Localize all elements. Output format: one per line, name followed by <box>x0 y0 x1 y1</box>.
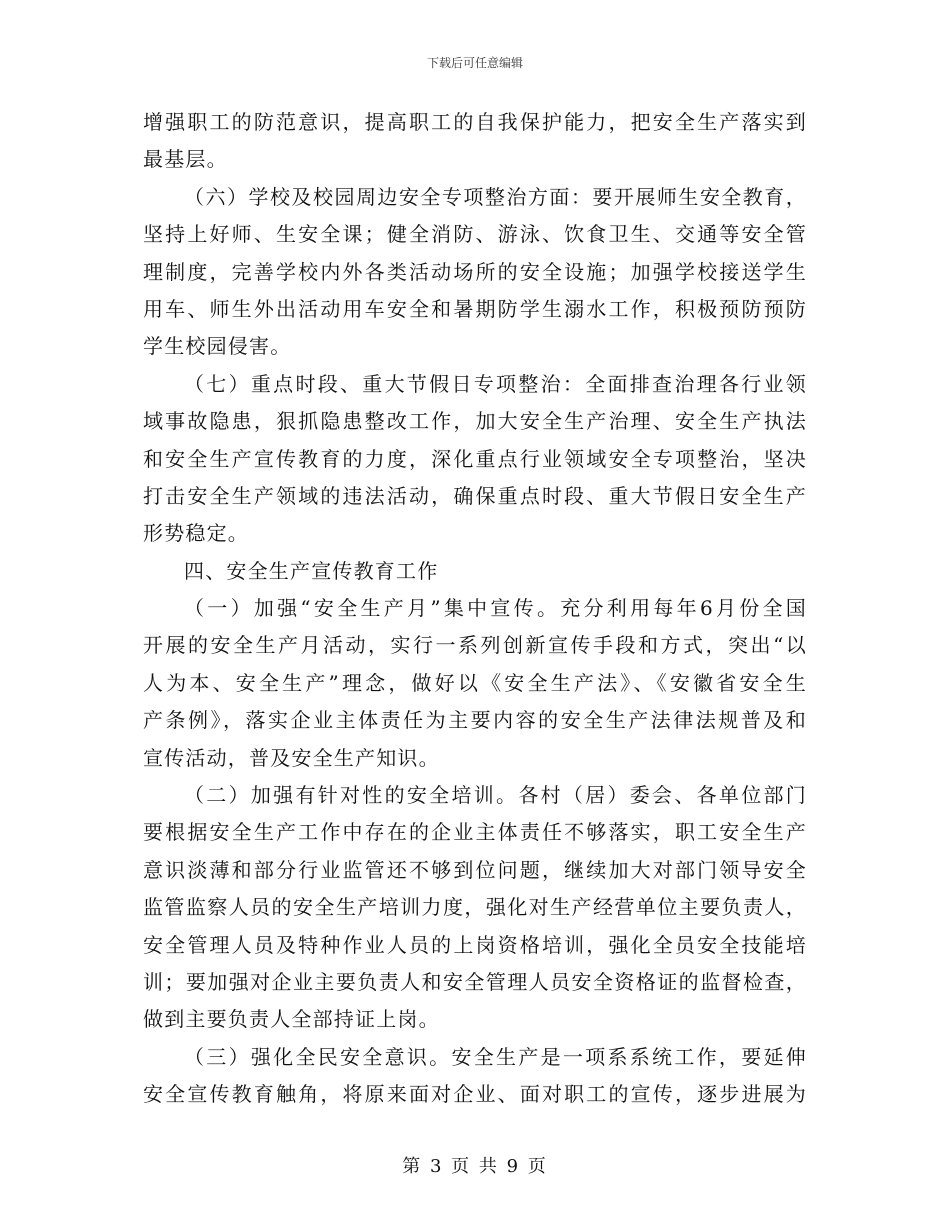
text-line: 学生校园侵害。 <box>143 334 292 359</box>
text-line: 安全管理人员及特种作业人员的上岗资格培训，强化全员安全技能培 <box>143 932 807 957</box>
text-line: 开展的安全生产月活动，实行一系列创新宣传手段和方式，突出“以 <box>143 633 807 658</box>
text-line: 宣传活动，普及安全生产知识。 <box>143 745 440 770</box>
text-line: 人为本、安全生产”理念，做好以《安全生产法》、《安徽省安全生 <box>143 670 807 695</box>
text-line: 用车、师生外出活动用车安全和暑期防学生溺水工作，积极预防预防 <box>143 296 807 321</box>
document-body <box>143 104 807 1114</box>
text-line: 要根据安全生产工作中存在的企业主体责任不够落实，职工安全生产 <box>143 820 807 845</box>
text-line: 训；要加强对企业主要负责人和安全管理人员安全资格证的监督检查， <box>143 969 807 994</box>
text-line: 增强职工的防范意识，提高职工的自我保护能力，把安全生产落实到 <box>143 110 807 134</box>
text-line: （一）加强“安全生产月”集中宣传。充分利用每年6月份全国 <box>184 596 807 621</box>
text-line: （二）加强有针对性的安全培训。各村（居）委会、各单位部门 <box>184 783 807 808</box>
section-heading: 四、安全生产宣传教育工作 <box>184 558 439 583</box>
text-line: 做到主要负责人全部持证上岗。 <box>143 1007 440 1032</box>
text-line: 最基层。 <box>143 147 228 172</box>
page-number: 第 3 页 共 9 页 <box>402 1156 548 1177</box>
text-line: 监管监察人员的安全生产培训力度，强化对生产经营单位主要负责人， <box>143 895 807 920</box>
text-line: 形势稳定。 <box>143 521 249 546</box>
text-line: 理制度，完善学校内外各类活动场所的安全设施；加强学校接送学生 <box>143 259 807 284</box>
text-line: （六）学校及校园周边安全专项整治方面：要开展师生安全教育， <box>184 184 807 209</box>
text-line: 安全宣传教育触角，将原来面对企业、面对职工的宣传，逐步进展为 <box>143 1082 807 1107</box>
text-line: 打击安全生产领域的违法活动，确保重点时段、重大节假日安全生产 <box>143 483 807 508</box>
text-line: （三）强化全民安全意识。安全生产是一项系系统工作，要延伸 <box>184 1044 807 1069</box>
page-header: 下载后可任意编辑 <box>426 56 523 70</box>
text-line: 坚持上好师、生安全课；健全消防、游泳、饮食卫生、交通等安全管 <box>143 222 807 247</box>
text-line: 域事故隐患，狠抓隐患整改工作，加大安全生产治理、安全生产执法 <box>143 409 807 434</box>
text-line: 产条例》，落实企业主体责任为主要内容的安全生产法律法规普及和 <box>143 708 807 733</box>
text-line: 意识淡薄和部分行业监管还不够到位问题，继续加大对部门领导安全 <box>143 857 807 882</box>
text-line: 和安全生产宣传教育的力度，深化重点行业领域安全专项整治，坚决 <box>143 446 807 471</box>
text-line: （七）重点时段、重大节假日专项整治：全面排查治理各行业领 <box>184 371 807 396</box>
